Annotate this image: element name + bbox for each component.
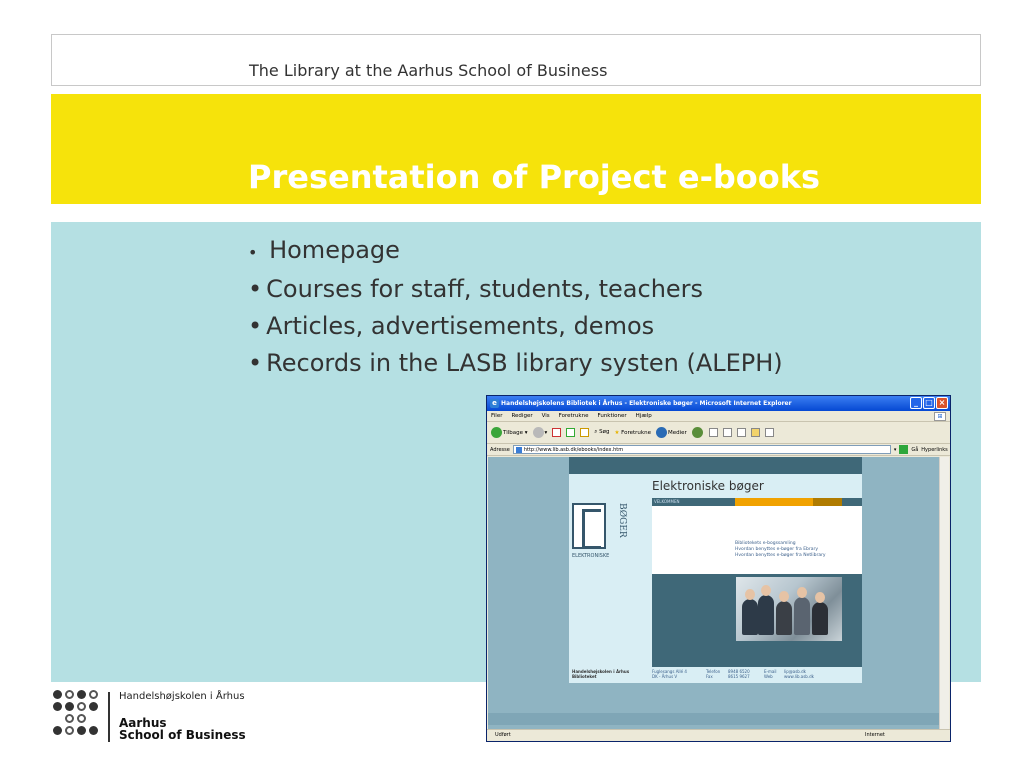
footer-web-link[interactable]: www.lib.asb.dk	[784, 674, 814, 679]
ie-icon: e	[490, 399, 499, 408]
bullet-item: • Homepage	[248, 236, 400, 264]
refresh-icon[interactable]	[566, 428, 575, 437]
menu-file[interactable]: Filer	[491, 413, 503, 419]
stop-icon[interactable]	[552, 428, 561, 437]
back-button[interactable]: Tilbage ▾	[491, 427, 528, 438]
address-input[interactable]: http://www.lib.asb.dk/ebooks/index.htm	[513, 445, 891, 454]
menu-view[interactable]: Vis	[541, 413, 550, 419]
mail-icon[interactable]	[709, 428, 718, 437]
media-button[interactable]: Medier	[656, 427, 687, 438]
webpage-title: Elektroniske bøger	[652, 479, 764, 493]
links-label[interactable]: Hyperlinks	[921, 446, 948, 453]
discuss-icon[interactable]	[765, 428, 774, 437]
menu-edit[interactable]: Rediger	[511, 413, 533, 419]
bullet-item: • Articles, advertisements, demos	[248, 312, 655, 340]
folder-icon[interactable]	[751, 428, 760, 437]
footer-email-link[interactable]: lip@asb.dk	[784, 669, 806, 674]
title-band	[51, 94, 981, 204]
ebooks-logo	[572, 503, 648, 563]
welcome-tab[interactable]: VELKOMMEN	[652, 498, 735, 506]
forward-button[interactable]: ▾	[533, 427, 548, 438]
webpage-nav-strip	[652, 498, 862, 506]
webpage-links	[735, 541, 826, 559]
bullet-item: • Records in the LASB library systen (ALEPH)	[248, 349, 783, 377]
logo-small-text: ELEKTRONISKE	[572, 553, 610, 559]
search-button[interactable]: ⌕ Søg	[594, 429, 610, 435]
logo-dots-icon	[53, 690, 100, 737]
link-ebrary[interactable]: Hvordan benyttes e-bøger fra Ebrary	[735, 547, 819, 552]
browser-toolbar	[487, 422, 950, 444]
logo-name-line1: Aarhus	[119, 716, 167, 730]
browser-title: Handelshøjskolens Bibliotek i Århus - Elektroniske bøger - Microsoft Internet Explorer	[501, 400, 792, 407]
status-zone: Internet	[865, 732, 885, 738]
slide-subtitle: The Library at the Aarhus School of Business	[249, 61, 608, 80]
browser-viewport	[488, 457, 940, 729]
home-icon[interactable]	[580, 428, 589, 437]
windows-flag-icon: ⊞	[934, 412, 946, 421]
school-logo	[53, 690, 253, 742]
star-icon: ★	[614, 429, 620, 436]
bullet-icon: •	[248, 275, 263, 303]
close-button[interactable]: ×	[936, 397, 948, 409]
logo-danish-name: Handelshøjskolen i Århus	[119, 691, 245, 702]
link-ebook-collection[interactable]: Bibliotekets e-bogssamling	[735, 541, 796, 546]
browser-titlebar	[487, 396, 950, 411]
print-icon[interactable]	[723, 428, 732, 437]
link-netlibrary[interactable]: Hvordan benyttes e-bøger fra Netlibrary	[735, 553, 826, 558]
back-arrow-icon	[491, 427, 502, 438]
forward-arrow-icon	[533, 427, 544, 438]
bullet-icon: •	[248, 243, 258, 262]
logo-name-line2: School of Business	[119, 728, 246, 742]
media-icon	[656, 427, 667, 438]
go-button[interactable]: Gå	[911, 446, 919, 453]
search-icon: ⌕	[594, 429, 598, 435]
favorites-button[interactable]: ★ Foretrukne	[614, 429, 651, 436]
slide-header	[51, 34, 981, 86]
address-bar	[487, 444, 950, 456]
menu-favorites[interactable]: Foretrukne	[558, 413, 589, 419]
browser-statusbar	[487, 729, 950, 741]
go-icon[interactable]	[899, 445, 908, 454]
logo-vertical-text: BØGER	[617, 503, 627, 538]
bullet-icon: •	[248, 312, 263, 340]
bullet-list	[248, 232, 783, 382]
minimize-button[interactable]: _	[910, 397, 922, 409]
address-label: Adresse	[490, 446, 510, 453]
browser-menubar	[487, 411, 950, 422]
browser-window	[486, 395, 951, 742]
slide-title: Presentation of Project e-books	[248, 158, 821, 196]
address-dropdown-icon[interactable]: ▾	[893, 446, 897, 453]
edit-icon[interactable]	[737, 428, 746, 437]
maximize-button[interactable]: □	[923, 397, 935, 409]
webpage: Elektroniske bøger VELKOMMEN Bibliotekets e-bogssamling Hvordan benyttes e-bøger fra Ebrary Hvordan benyttes e-bøger fra Netlibrary BØGER ELEKTRONISKE Handelshøjskolen i Århus Biblioteket Fuglesangs Allé 4 DK - Århus V Telefon Fax 8948 6520 8615 9627 E-mail Web lip@asb.dk www.lib.asb.dk	[569, 457, 862, 683]
history-icon[interactable]	[692, 427, 703, 438]
people-photo	[736, 577, 842, 641]
bullet-icon: •	[248, 349, 263, 377]
bullet-item: • Courses for staff, students, teachers	[248, 275, 704, 303]
e-letter-icon	[572, 503, 606, 549]
status-text: Udført	[495, 732, 511, 738]
menu-tools[interactable]: Funktioner	[597, 413, 627, 419]
vertical-scrollbar[interactable]	[939, 457, 949, 729]
menu-help[interactable]: Hjælp	[635, 413, 652, 419]
